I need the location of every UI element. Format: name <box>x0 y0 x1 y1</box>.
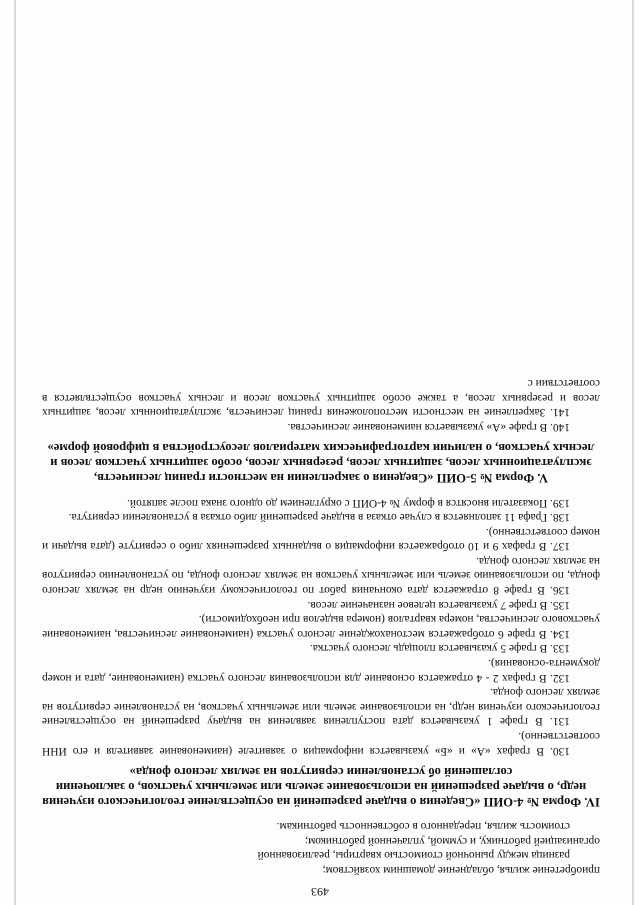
section-4-title: IV. Форма № 4-ОИП «Сведения о выдаче разрешений на осуществление геологического изучения недр, о выдаче разрешений на использование земель или земельных участков, о заключении соглашений об установлении сервитутов на землях лесного фонда» <box>42 764 600 809</box>
section-5-heading <box>42 440 600 485</box>
intro-line: организацией работнику, и суммой, уплаченной работником; <box>305 834 600 847</box>
paragraph-138: 138. Графа 11 заполняется в случае отказа в выдаче разрешений либо отказа в установлении сервитута. <box>68 511 570 524</box>
paragraph-136: 136. В графе 8 отражается дата окончания работ по геологическому изучению недр на землях лесного фонда, по использованию земель или земельных участков на землях лесного фонда, по установлению сервитутов на землях лесного фонда. <box>42 554 600 597</box>
paragraph-135: 135. В графе 7 указывается целевое назначение лесов. <box>307 598 570 611</box>
paragraph-133: 133. В графе 5 указывается площадь лесного участка. <box>309 642 570 655</box>
page-content <box>42 376 600 877</box>
section-4-heading <box>42 764 600 809</box>
scan-edge-left <box>632 0 634 905</box>
intro-line: стоимость жилья, переданного в собственность работникам. <box>276 820 570 833</box>
scan-edge-right <box>14 0 16 905</box>
paragraph-131: 131. В графе 1 указывается дата поступления заявления на выдачу разрешений на осуществление геологического изучения недр, на использование земель или земельных участков, на установление сервитутов на землях лесного фонда. <box>42 686 600 728</box>
paragraph-141: 141. Закрепление на местности местоположения границ лесничеств, эксплуатационных лесов, защитных лесов и резервных лесов, а также особо защитных участков лесов и лесных участков осуществляется в соответствии с <box>42 377 600 419</box>
section-5-title: V. Форма № 5-ОИП «Сведения о закреплении на местности границ лесничеств, эксплуатационных лесов, защитных лесов, резервных лесов, особо защитных участков лесов и лесных участков, о наличии картографических материалов лесоустройства в цифровой форме» <box>47 440 595 485</box>
paragraph-140: 140. В графе «А» указывается наименование лесничества. <box>287 420 570 433</box>
paragraph-130: 130. В графах «А» и «Б» указывается информация о заявителе (наименование заявителя и его ИНН соответственно). <box>42 730 600 757</box>
paragraph-137: 137. В графах 9 и 10 отображается информация о выданных разрешениях либо о сервитуте (дата выдачи и номер соответственно). <box>42 525 600 553</box>
paragraph-134: 134. В графе 6 отображается местонахождение лесного участка (наименование лесничества, наименование участкового лесничества, номера кварталов (номера выделов при необходимости). <box>42 613 600 640</box>
paragraph-139: 139. Показатели вносятся в форму № 4-ОИП с округлением до одного знака после запятой. <box>127 496 570 509</box>
intro-line: разница между рыночной стоимостью квартиры, реализованной <box>257 849 570 862</box>
page-number: 493 <box>311 885 329 899</box>
paragraph-132: 132. В графах 2 - 4 отражается основание для использования лесного участка (наименование, дата и номер документа-основания). <box>42 657 600 684</box>
intro-line: приобретение жилья, обладнение домашним хозяйством; <box>322 864 600 876</box>
